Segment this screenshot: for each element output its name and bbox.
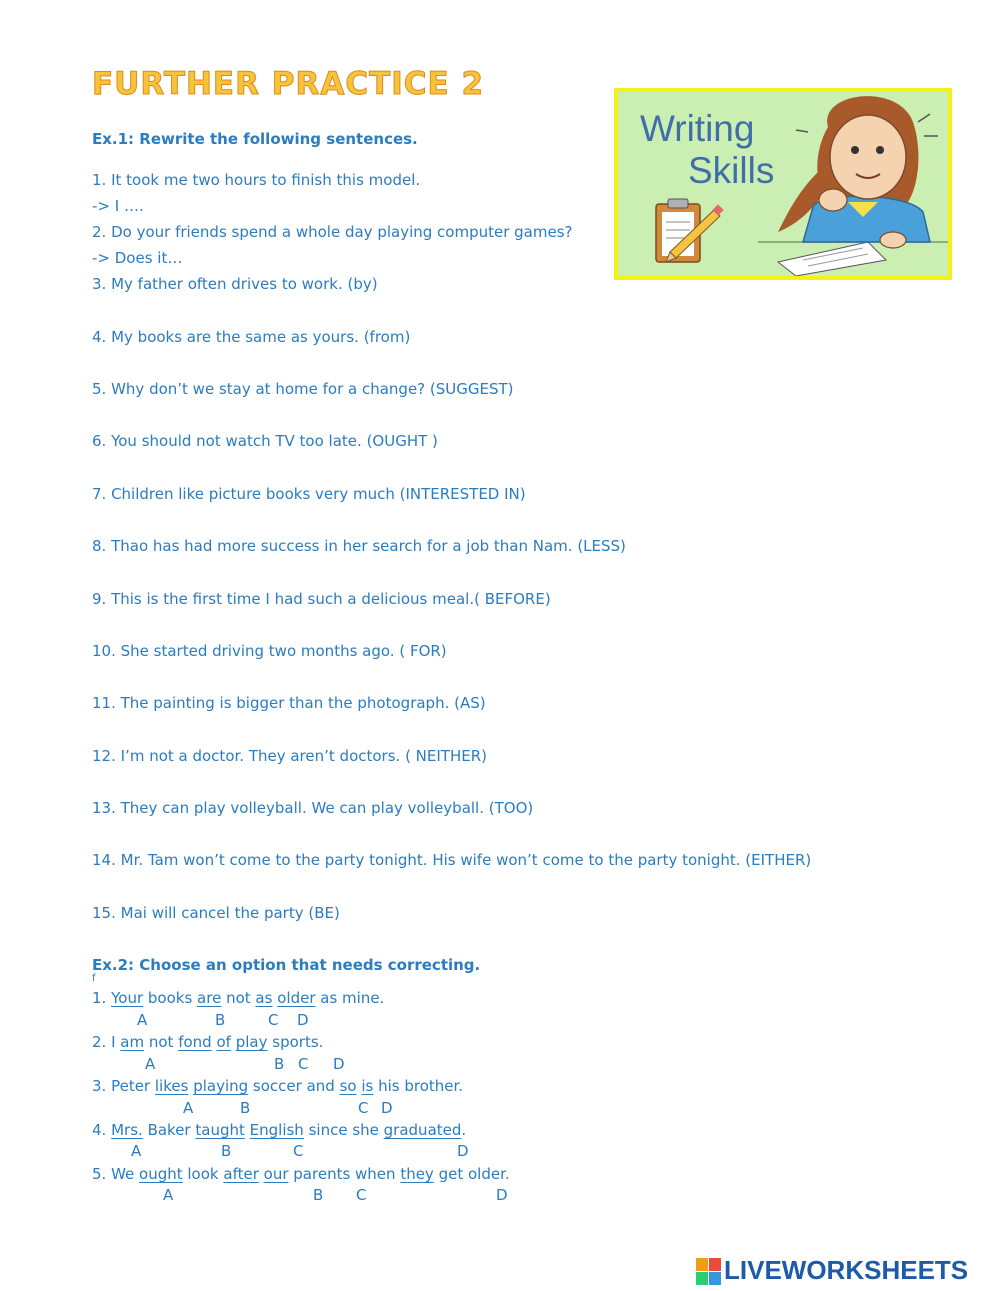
option-c[interactable]: so	[339, 1077, 357, 1095]
ex1-line: 12. I’m not a doctor. They aren’t doctors. ( NEITHER)	[92, 747, 488, 765]
ex1-line: 9. This is the first time I had such a delicious meal.( BEFORE)	[92, 590, 551, 608]
option-b[interactable]: playing	[193, 1077, 249, 1095]
ex2-question-4: 4. Mrs. Baker taught English since she graduated.	[92, 1121, 467, 1139]
option-letter-b: B	[215, 1011, 226, 1029]
option-letter-a: A	[137, 1011, 148, 1029]
ex1-line: 1. It took me two hours to finish this model.	[92, 171, 421, 189]
ex1-line: 8. Thao has had more success in her search for a job than Nam. (LESS)	[92, 537, 626, 555]
option-b[interactable]: after	[223, 1165, 259, 1183]
option-letter-c: C	[356, 1186, 367, 1204]
ex1-line: 6. You should not watch TV too late. (OUGHT )	[92, 432, 438, 450]
option-letter-c: C	[358, 1099, 369, 1117]
option-letter-b: B	[221, 1142, 232, 1160]
option-letter-c: C	[293, 1142, 304, 1160]
ex2-question-3: 3. Peter likes playing soccer and so is his brother.	[92, 1077, 464, 1095]
ex1-heading: Ex.1: Rewrite the following sentences.	[92, 130, 418, 148]
illustration-title-line1: Writing	[640, 108, 755, 149]
ex1-line: 3. My father often drives to work. (by)	[92, 275, 378, 293]
option-b[interactable]: are	[197, 989, 222, 1007]
option-letter-c: C	[268, 1011, 279, 1029]
option-a[interactable]: am	[120, 1033, 145, 1051]
ex1-line: 13. They can play volleyball. We can play volleyball. (TOO)	[92, 799, 534, 817]
page-title: FURTHER PRACTICE 2	[92, 66, 485, 102]
option-d[interactable]: they	[400, 1165, 434, 1183]
ex1-answer-prompt[interactable]: -> I ….	[92, 197, 144, 215]
stray-mark: f	[92, 973, 96, 984]
ex1-line: 10. She started driving two months ago. ( FOR)	[92, 642, 447, 660]
option-letter-d: D	[381, 1099, 393, 1117]
option-letter-b: B	[274, 1055, 285, 1073]
option-letter-d: D	[496, 1186, 508, 1204]
ex1-line: 11. The painting is bigger than the photograph. (AS)	[92, 694, 486, 712]
option-d[interactable]: play	[235, 1033, 268, 1051]
ex2-question-5: 5. We ought look after our parents when they get older.	[92, 1165, 510, 1183]
option-letter-a: A	[145, 1055, 156, 1073]
option-a[interactable]: Mrs.	[111, 1121, 143, 1139]
illustration-title-line2: Skills	[688, 150, 775, 191]
girl-writing-icon	[618, 92, 948, 276]
option-letter-b: B	[313, 1186, 324, 1204]
option-letter-d: D	[297, 1011, 309, 1029]
option-letter-c: C	[298, 1055, 309, 1073]
liveworksheets-badge-icon	[696, 1258, 722, 1286]
option-b[interactable]: fond	[178, 1033, 212, 1051]
option-c[interactable]: English	[249, 1121, 304, 1139]
liveworksheets-logo[interactable]	[696, 1256, 992, 1286]
option-letter-d: D	[333, 1055, 345, 1073]
option-d[interactable]: is	[361, 1077, 374, 1095]
option-letter-a: A	[163, 1186, 174, 1204]
option-c[interactable]: as	[255, 989, 273, 1007]
option-d[interactable]: graduated	[383, 1121, 462, 1139]
ex2-question-1: 1. Your books are not as older as mine.	[92, 989, 385, 1007]
option-a[interactable]: Your	[111, 989, 144, 1007]
option-letter-d: D	[457, 1142, 469, 1160]
option-d[interactable]: older	[277, 989, 316, 1007]
option-letter-a: A	[131, 1142, 142, 1160]
option-b[interactable]: taught	[195, 1121, 245, 1139]
ex1-line: 14. Mr. Tam won’t come to the party tonight. His wife won’t come to the party tonight. (EITHER)	[92, 851, 812, 869]
ex1-line: 2. Do your friends spend a whole day playing computer games?	[92, 223, 573, 241]
option-c[interactable]: of	[216, 1033, 231, 1051]
option-a[interactable]: ought	[139, 1165, 183, 1183]
ex1-line: 5. Why don’t we stay at home for a change? (SUGGEST)	[92, 380, 514, 398]
ex1-answer-prompt[interactable]: -> Does it…	[92, 249, 183, 267]
writing-skills-illustration	[614, 88, 952, 280]
logo-wordmark: LIVEWORKSHEETS	[724, 1255, 969, 1285]
option-letter-b: B	[240, 1099, 251, 1117]
ex1-line: 7. Children like picture books very much (INTERESTED IN)	[92, 485, 526, 503]
ex2-question-2: 2. I am not fond of play sports.	[92, 1033, 324, 1051]
ex1-line: 4. My books are the same as yours. (from)	[92, 328, 411, 346]
option-c[interactable]: our	[263, 1165, 289, 1183]
option-letter-a: A	[183, 1099, 194, 1117]
ex2-heading: Ex.2: Choose an option that needs correcting.	[92, 956, 481, 974]
option-a[interactable]: likes	[154, 1077, 189, 1095]
ex1-line: 15. Mai will cancel the party (BE)	[92, 904, 340, 922]
